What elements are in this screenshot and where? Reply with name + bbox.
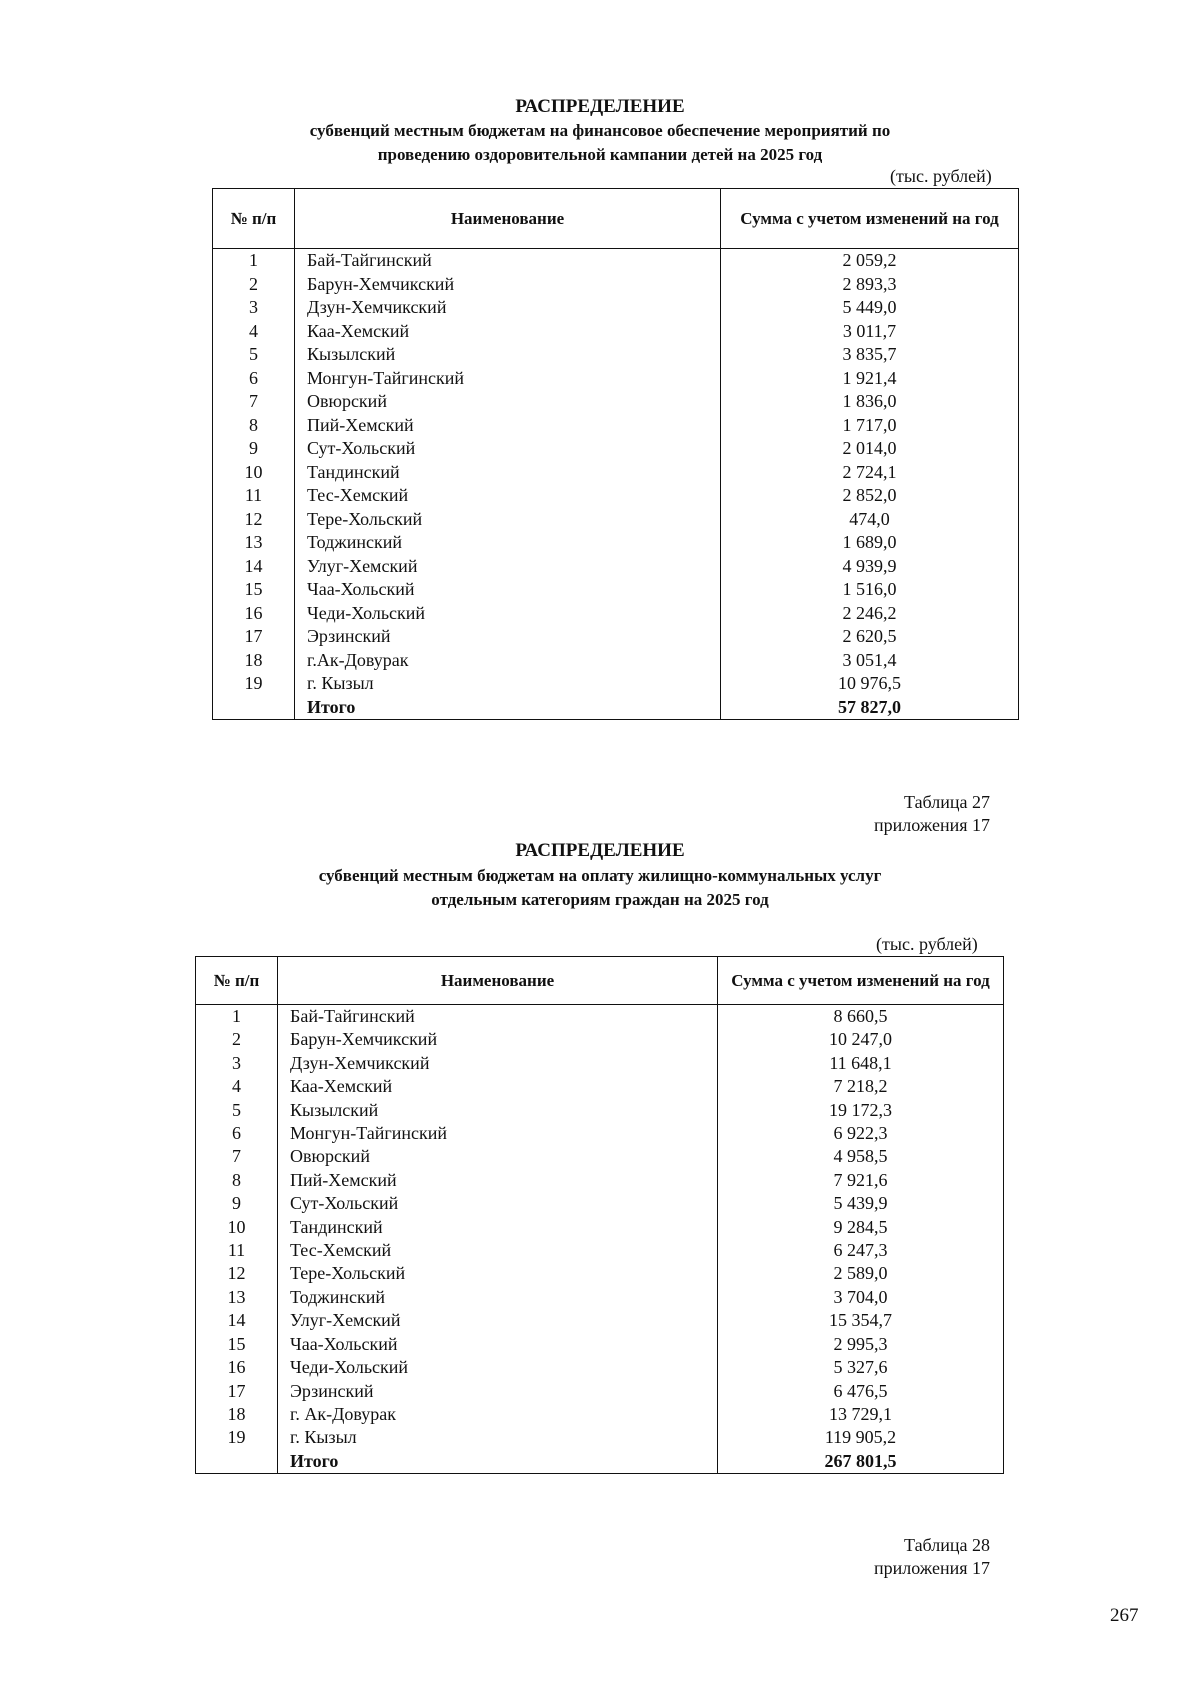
row-sum: 4 939,9 bbox=[721, 555, 1019, 579]
row-name: Сут-Хольский bbox=[278, 1192, 718, 1215]
table-row bbox=[196, 1403, 1004, 1426]
total-sum: 267 801,5 bbox=[718, 1450, 1004, 1474]
row-sum: 2 893,3 bbox=[721, 273, 1019, 297]
row-name: Улуг-Хемский bbox=[295, 555, 721, 579]
row-sum: 4 958,5 bbox=[718, 1145, 1004, 1168]
section1-table-body bbox=[213, 249, 1019, 720]
row-number: 16 bbox=[196, 1356, 278, 1379]
total-label: Итого bbox=[278, 1450, 718, 1474]
table-row bbox=[213, 296, 1019, 320]
table-row bbox=[213, 672, 1019, 696]
row-number: 4 bbox=[213, 320, 295, 344]
table-row bbox=[213, 531, 1019, 555]
row-sum: 9 284,5 bbox=[718, 1216, 1004, 1239]
header-name: Наименование bbox=[295, 189, 721, 249]
row-name: Каа-Хемский bbox=[295, 320, 721, 344]
section1-table bbox=[212, 188, 1019, 720]
row-number: 18 bbox=[196, 1403, 278, 1426]
row-sum: 2 995,3 bbox=[718, 1333, 1004, 1356]
table-row bbox=[196, 1169, 1004, 1192]
total-label: Итого bbox=[295, 696, 721, 720]
row-number: 6 bbox=[213, 367, 295, 391]
row-number: 10 bbox=[196, 1216, 278, 1239]
table-row bbox=[196, 1286, 1004, 1309]
row-name: Монгун-Тайгинский bbox=[278, 1122, 718, 1145]
total-row bbox=[213, 696, 1019, 720]
table-row bbox=[196, 1333, 1004, 1356]
row-sum: 6 922,3 bbox=[718, 1122, 1004, 1145]
table-row bbox=[213, 625, 1019, 649]
row-number: 17 bbox=[213, 625, 295, 649]
row-number: 1 bbox=[213, 249, 295, 273]
page-number: 267 bbox=[1110, 1605, 1139, 1626]
row-number: 16 bbox=[213, 602, 295, 626]
row-sum: 6 247,3 bbox=[718, 1239, 1004, 1262]
table-row bbox=[196, 1426, 1004, 1449]
row-name: Улуг-Хемский bbox=[278, 1309, 718, 1332]
row-number: 13 bbox=[213, 531, 295, 555]
section1-subtitle-line2: проведению оздоровительной кампании детей на 2025 год bbox=[377, 145, 823, 164]
table-row bbox=[213, 273, 1019, 297]
section2-table bbox=[195, 956, 1004, 1474]
row-sum: 2 852,0 bbox=[721, 484, 1019, 508]
row-number: 19 bbox=[196, 1426, 278, 1449]
header-name: Наименование bbox=[278, 957, 718, 1005]
row-name: Тоджинский bbox=[295, 531, 721, 555]
row-sum: 8 660,5 bbox=[718, 1005, 1004, 1029]
row-sum: 2 059,2 bbox=[721, 249, 1019, 273]
row-sum: 6 476,5 bbox=[718, 1380, 1004, 1403]
row-sum: 13 729,1 bbox=[718, 1403, 1004, 1426]
row-number: 17 bbox=[196, 1380, 278, 1403]
row-number: 18 bbox=[213, 649, 295, 673]
row-number: 3 bbox=[213, 296, 295, 320]
table-row bbox=[196, 1122, 1004, 1145]
row-number: 11 bbox=[196, 1239, 278, 1262]
row-name: г.Ак-Довурак bbox=[295, 649, 721, 673]
row-sum: 2 246,2 bbox=[721, 602, 1019, 626]
row-number: 12 bbox=[196, 1262, 278, 1285]
table-row bbox=[213, 249, 1019, 273]
row-number: 14 bbox=[196, 1309, 278, 1332]
header-sum: Сумма с учетом изменений на год bbox=[718, 957, 1004, 1005]
table-row bbox=[196, 1052, 1004, 1075]
row-number: 7 bbox=[213, 390, 295, 414]
row-name: Каа-Хемский bbox=[278, 1075, 718, 1098]
row-name: Чаа-Хольский bbox=[278, 1333, 718, 1356]
row-name: Чаа-Хольский bbox=[295, 578, 721, 602]
row-sum: 15 354,7 bbox=[718, 1309, 1004, 1332]
table-row bbox=[196, 1380, 1004, 1403]
row-sum: 1 689,0 bbox=[721, 531, 1019, 555]
row-name: Монгун-Тайгинский bbox=[295, 367, 721, 391]
row-sum: 5 439,9 bbox=[718, 1192, 1004, 1215]
row-name: Бай-Тайгинский bbox=[278, 1005, 718, 1029]
table-row bbox=[196, 1028, 1004, 1051]
header-num: № п/п bbox=[196, 957, 278, 1005]
row-name: Тоджинский bbox=[278, 1286, 718, 1309]
table27-note-line1: Таблица 27 bbox=[904, 792, 990, 812]
row-sum: 7 921,6 bbox=[718, 1169, 1004, 1192]
row-number: 7 bbox=[196, 1145, 278, 1168]
table-row bbox=[196, 1005, 1004, 1029]
table-row bbox=[213, 508, 1019, 532]
row-sum: 10 247,0 bbox=[718, 1028, 1004, 1051]
row-number: 15 bbox=[196, 1333, 278, 1356]
section1-subtitle-line1: субвенций местным бюджетам на финансовое обеспечение мероприятий по bbox=[309, 121, 891, 140]
row-sum: 2 620,5 bbox=[721, 625, 1019, 649]
row-number: 4 bbox=[196, 1075, 278, 1098]
table-row bbox=[196, 1216, 1004, 1239]
total-empty-cell bbox=[196, 1450, 278, 1474]
table-row bbox=[196, 1309, 1004, 1332]
section1-units: (тыс. рублей) bbox=[890, 166, 992, 186]
row-sum: 5 327,6 bbox=[718, 1356, 1004, 1379]
row-number: 5 bbox=[196, 1099, 278, 1122]
section1-title: РАСПРЕДЕЛЕНИЕ bbox=[515, 96, 685, 117]
row-number: 6 bbox=[196, 1122, 278, 1145]
row-number: 2 bbox=[213, 273, 295, 297]
row-name: Кызылский bbox=[295, 343, 721, 367]
header-sum: Сумма с учетом изменений на год bbox=[721, 189, 1019, 249]
section2-subtitle-line1: субвенций местным бюджетам на оплату жилищно-коммунальных услуг bbox=[318, 866, 882, 885]
row-number: 8 bbox=[196, 1169, 278, 1192]
total-row bbox=[196, 1450, 1004, 1474]
row-name: Эрзинский bbox=[295, 625, 721, 649]
row-number: 10 bbox=[213, 461, 295, 485]
row-sum: 2 724,1 bbox=[721, 461, 1019, 485]
row-number: 12 bbox=[213, 508, 295, 532]
row-number: 19 bbox=[213, 672, 295, 696]
row-sum: 5 449,0 bbox=[721, 296, 1019, 320]
row-number: 11 bbox=[213, 484, 295, 508]
table-row bbox=[213, 602, 1019, 626]
table-row bbox=[213, 578, 1019, 602]
row-name: Тес-Хемский bbox=[295, 484, 721, 508]
table-row bbox=[196, 1356, 1004, 1379]
row-sum: 1 836,0 bbox=[721, 390, 1019, 414]
row-sum: 10 976,5 bbox=[721, 672, 1019, 696]
row-sum: 2 014,0 bbox=[721, 437, 1019, 461]
table28-note-line2: приложения 17 bbox=[873, 1558, 990, 1578]
row-sum: 1 717,0 bbox=[721, 414, 1019, 438]
row-sum: 1 921,4 bbox=[721, 367, 1019, 391]
row-number: 9 bbox=[213, 437, 295, 461]
row-sum: 3 704,0 bbox=[718, 1286, 1004, 1309]
row-sum: 119 905,2 bbox=[718, 1426, 1004, 1449]
row-name: Пий-Хемский bbox=[295, 414, 721, 438]
row-sum: 3 011,7 bbox=[721, 320, 1019, 344]
row-number: 5 bbox=[213, 343, 295, 367]
row-name: Чеди-Хольский bbox=[295, 602, 721, 626]
row-sum: 3 051,4 bbox=[721, 649, 1019, 673]
section2-subtitle-line2: отдельным категориям граждан на 2025 год bbox=[431, 890, 769, 909]
row-sum: 19 172,3 bbox=[718, 1099, 1004, 1122]
row-number: 1 bbox=[196, 1005, 278, 1029]
row-name: Бай-Тайгинский bbox=[295, 249, 721, 273]
row-name: г. Кызыл bbox=[278, 1426, 718, 1449]
row-name: г. Кызыл bbox=[295, 672, 721, 696]
table-row bbox=[213, 367, 1019, 391]
table-row bbox=[213, 414, 1019, 438]
table27-note-line2: приложения 17 bbox=[873, 815, 990, 835]
row-name: Тандинский bbox=[295, 461, 721, 485]
table-row bbox=[213, 555, 1019, 579]
table-row bbox=[213, 437, 1019, 461]
row-name: Овюрский bbox=[295, 390, 721, 414]
header-num: № п/п bbox=[213, 189, 295, 249]
row-name: Сут-Хольский bbox=[295, 437, 721, 461]
row-name: Дзун-Хемчикский bbox=[278, 1052, 718, 1075]
row-name: Пий-Хемский bbox=[278, 1169, 718, 1192]
table-row bbox=[196, 1099, 1004, 1122]
row-name: Тандинский bbox=[278, 1216, 718, 1239]
row-name: г. Ак-Довурак bbox=[278, 1403, 718, 1426]
row-number: 15 bbox=[213, 578, 295, 602]
row-name: Тере-Хольский bbox=[278, 1262, 718, 1285]
table-row bbox=[213, 390, 1019, 414]
row-name: Барун-Хемчикский bbox=[278, 1028, 718, 1051]
table-row bbox=[196, 1192, 1004, 1215]
row-number: 8 bbox=[213, 414, 295, 438]
row-number: 9 bbox=[196, 1192, 278, 1215]
table-row bbox=[213, 343, 1019, 367]
row-name: Тере-Хольский bbox=[295, 508, 721, 532]
table-row bbox=[213, 484, 1019, 508]
row-name: Тес-Хемский bbox=[278, 1239, 718, 1262]
table-row bbox=[196, 1239, 1004, 1262]
table-row bbox=[196, 1145, 1004, 1168]
row-sum: 1 516,0 bbox=[721, 578, 1019, 602]
row-number: 3 bbox=[196, 1052, 278, 1075]
table-row bbox=[213, 461, 1019, 485]
table-row bbox=[196, 1075, 1004, 1098]
table-row bbox=[196, 1262, 1004, 1285]
section2-title: РАСПРЕДЕЛЕНИЕ bbox=[515, 840, 685, 861]
row-sum: 7 218,2 bbox=[718, 1075, 1004, 1098]
section2-table-body bbox=[196, 1005, 1004, 1474]
row-number: 2 bbox=[196, 1028, 278, 1051]
row-name: Чеди-Хольский bbox=[278, 1356, 718, 1379]
row-number: 14 bbox=[213, 555, 295, 579]
section2-units: (тыс. рублей) bbox=[876, 934, 978, 954]
row-number: 13 bbox=[196, 1286, 278, 1309]
total-sum: 57 827,0 bbox=[721, 696, 1019, 720]
total-empty-cell bbox=[213, 696, 295, 720]
table28-note-line1: Таблица 28 bbox=[904, 1535, 990, 1555]
table-row bbox=[213, 649, 1019, 673]
row-sum: 11 648,1 bbox=[718, 1052, 1004, 1075]
row-sum: 3 835,7 bbox=[721, 343, 1019, 367]
row-name: Барун-Хемчикский bbox=[295, 273, 721, 297]
row-name: Кызылский bbox=[278, 1099, 718, 1122]
row-sum: 2 589,0 bbox=[718, 1262, 1004, 1285]
row-sum: 474,0 bbox=[721, 508, 1019, 532]
row-name: Эрзинский bbox=[278, 1380, 718, 1403]
row-name: Дзун-Хемчикский bbox=[295, 296, 721, 320]
table-row bbox=[213, 320, 1019, 344]
row-name: Овюрский bbox=[278, 1145, 718, 1168]
